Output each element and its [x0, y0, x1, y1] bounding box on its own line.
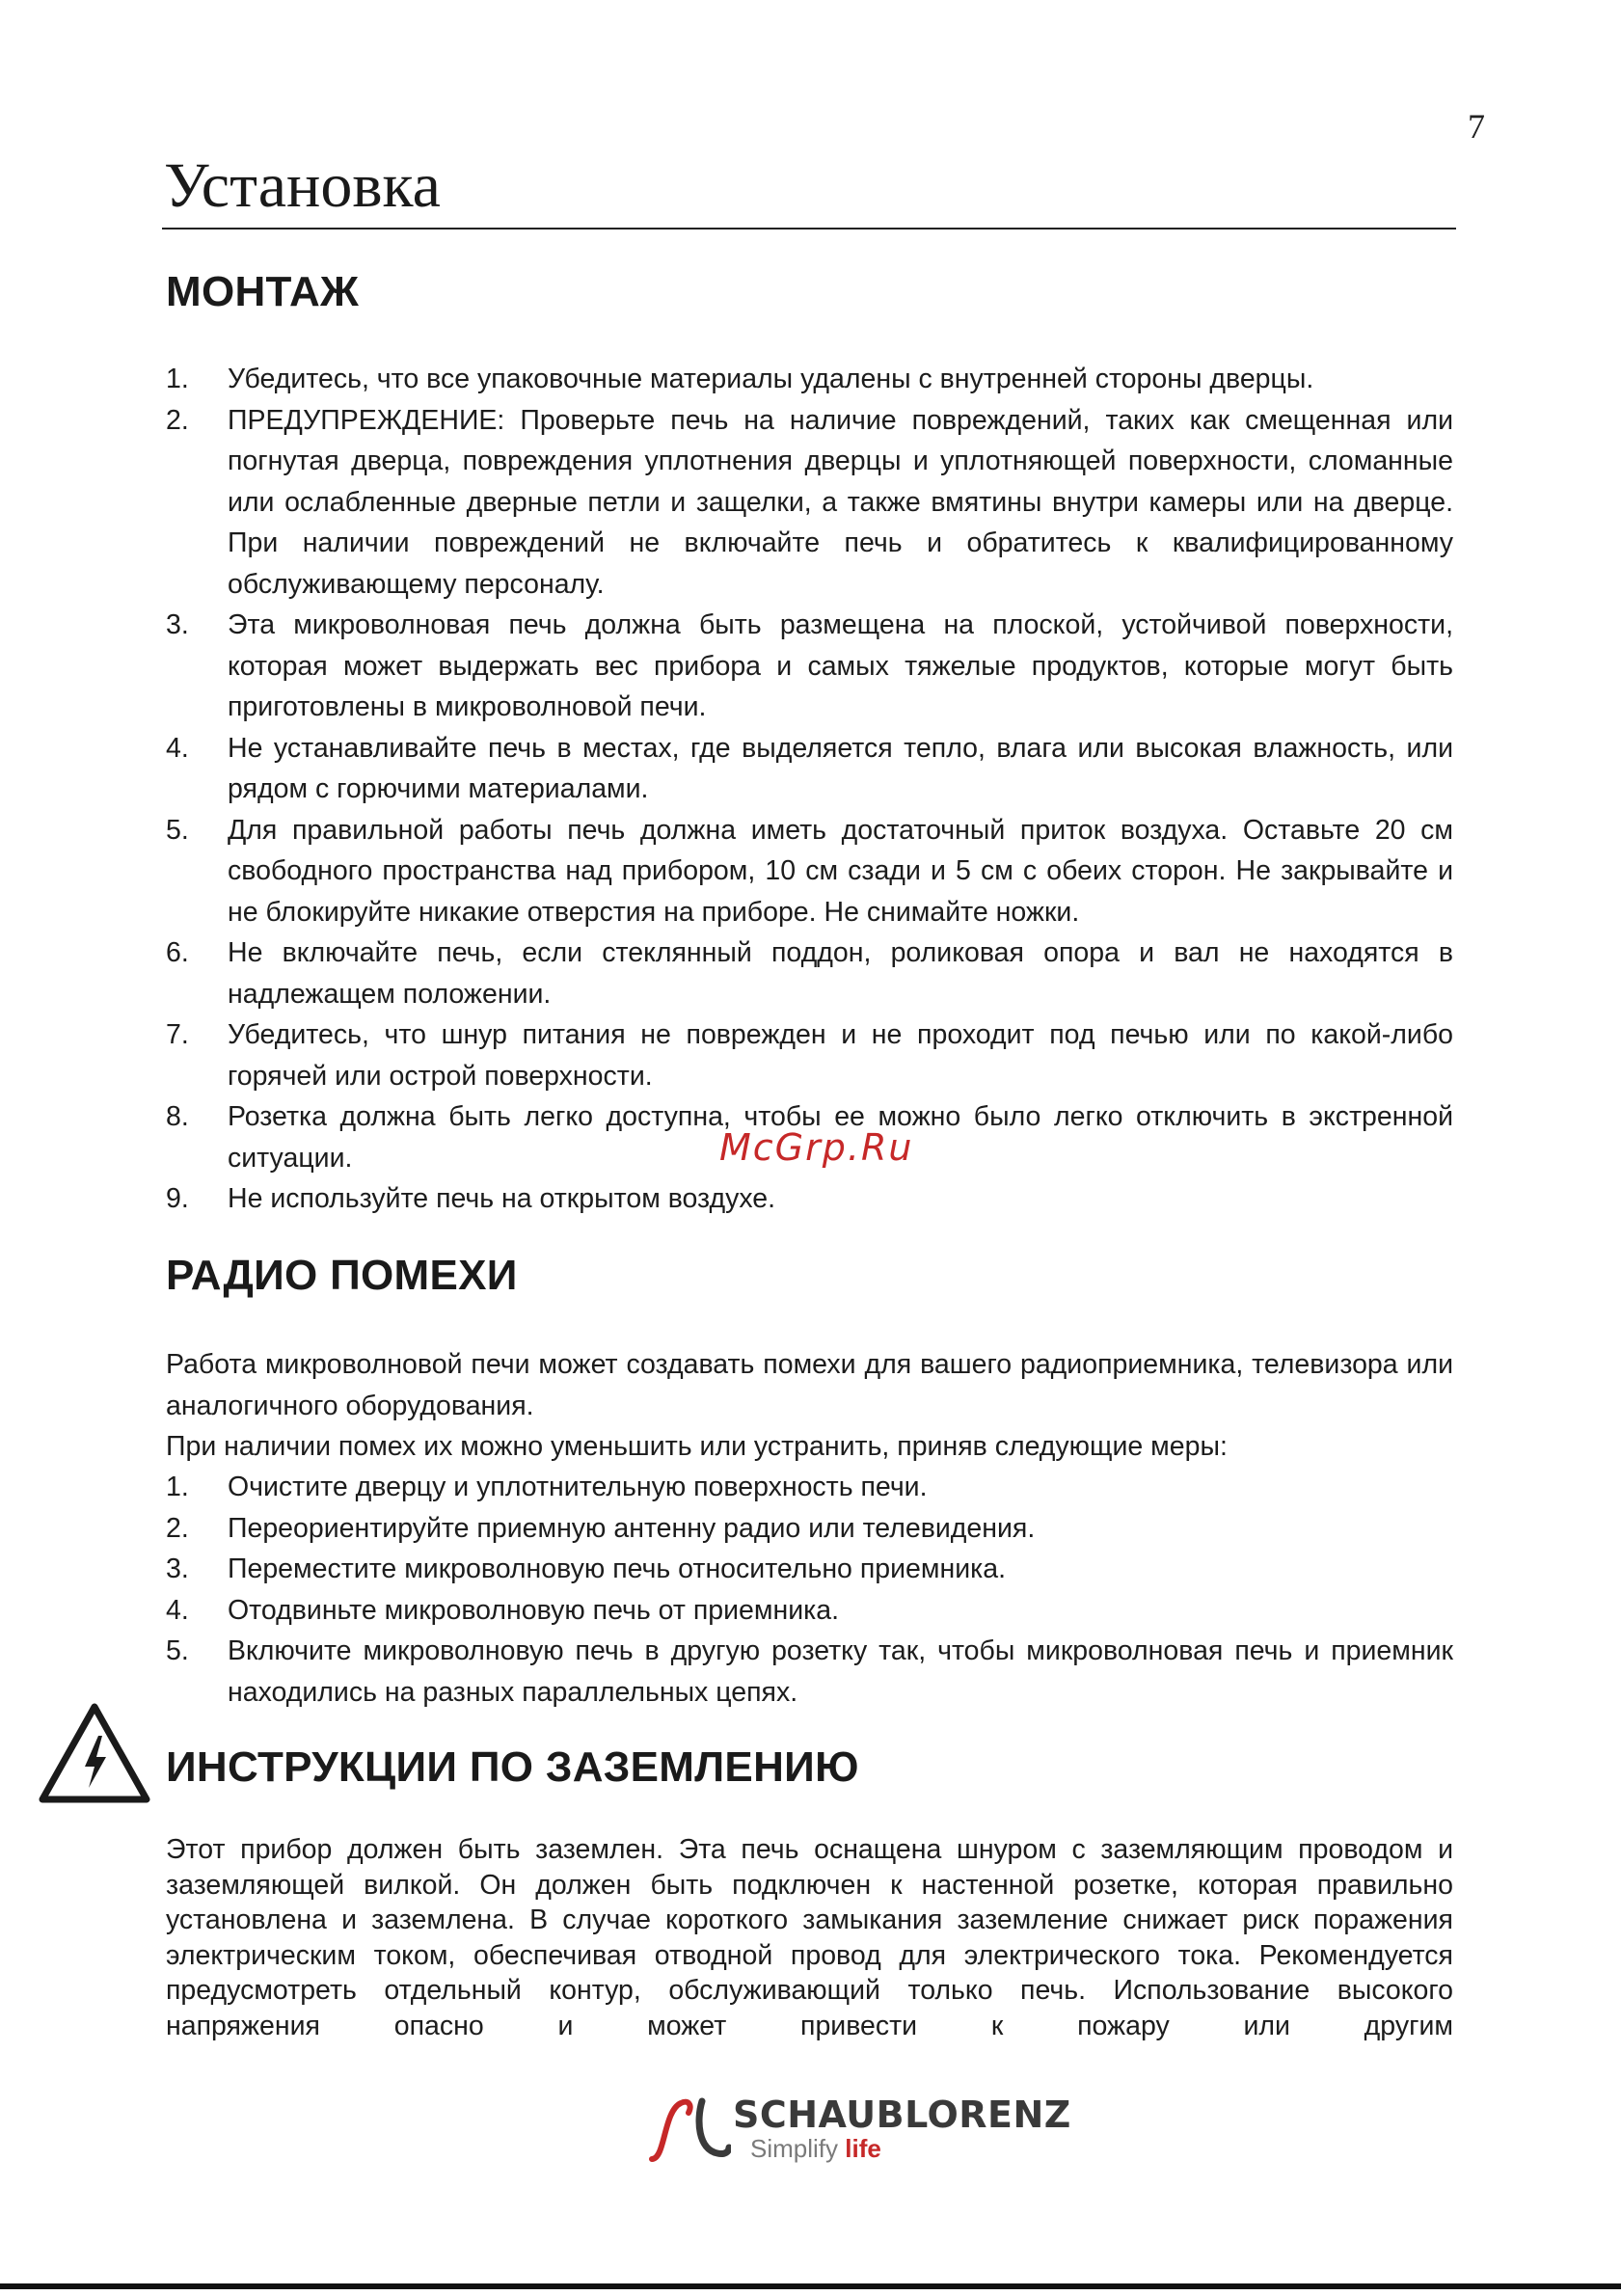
- list-item: 4. Отодвиньте микроволновую печь от приемника.: [166, 1594, 839, 1626]
- grounding-text: Этот прибор должен быть заземлен. Эта печь оснащена шнуром с заземляющим проводом и заземляющей вилкой. Он должен быть подключен к настенной розетке, которая правильно установлена и заземлена. В случае короткого замыкания заземление снижает риск поражения электрическим током, обеспечивая отводной провод для электрического тока. Рекомендуется предусмотреть отдельный контур, обслуживающий только печь. Использование высокого напряжения опасно и может привести к пожару или другим: [166, 1834, 1453, 2041]
- list-item: 1. Очистите дверцу и уплотнительную поверхность печи.: [166, 1472, 928, 1502]
- radio-heading: РАДИО ПОМЕХИ: [166, 1252, 518, 1299]
- montage-heading: МОНТАЖ: [166, 268, 360, 315]
- radio-list: [166, 1467, 1453, 1713]
- electric-hazard-icon: [37, 1699, 152, 1805]
- list-item: 5. Для правильной работы печь должна иметь достаточный приток воздуха. Оставьте 20 см свободного пространства над прибором, 10 см сзади и 5 см с обеих сторон. Не закрывайте и не блокируйте никакие отверстия на приборе. Не снимайте ножки.: [166, 814, 1453, 928]
- logo-swoosh-icon: [644, 2092, 731, 2169]
- logo-brand-text: SCHAUBLORENZ: [733, 2093, 1071, 2136]
- list-item: 8. Розетка должна быть легко доступна, чтобы ее можно было легко отключить в экстренной ситуации.: [166, 1101, 1453, 1174]
- montage-list: [166, 359, 1453, 1220]
- grounding-heading: ИНСТРУКЦИИ ПО ЗАЗЕМЛЕНИЮ: [166, 1743, 859, 1791]
- bottom-border: [0, 2283, 1621, 2289]
- list-item: 2. ПРЕДУПРЕЖДЕНИЕ: Проверьте печь на наличие повреждений, таких как смещенная или погнутая дверца, повреждения уплотнения дверцы и уплотняющей поверхности, сломанные или ослабленные дверные петли и защелки, а также вмятины внутри камеры или на дверце. При наличии повреждений не включайте печь и обратитесь к квалифицированному обслуживающему персоналу.: [166, 404, 1453, 600]
- page-number: 7: [1468, 107, 1485, 146]
- list-item: 2. Переориентируйте приемную антенну радио или телевидения.: [166, 1512, 1036, 1544]
- radio-lead: При наличии помех их можно уменьшить или устранить, приняв следующие меры:: [166, 1431, 1228, 1462]
- list-item: 1. Убедитесь, что все упаковочные материалы удалены с внутренней стороны дверцы.: [166, 364, 1314, 394]
- watermark: McGrp.Ru: [719, 1126, 914, 1169]
- list-item: 6. Не включайте печь, если стеклянный поддон, роликовая опора и вал не находятся в надлежащем положении.: [166, 937, 1453, 1010]
- logo-tagline: Simplify life: [750, 2134, 881, 2163]
- radio-intro: Работа микроволновой печи может создавать помехи для вашего радиоприемника, телевизора или аналогичного оборудования.: [166, 1349, 1453, 1421]
- list-item: 3. Эта микроволновая печь должна быть размещена на плоской, устойчивой поверхности, которая может выдержать вес прибора и самых тяжелые продуктов, которые могут быть приготовлены в микроволновой печи.: [166, 609, 1453, 722]
- brand-logo: [644, 2088, 1071, 2174]
- page-title: Установка: [164, 150, 441, 221]
- title-divider: [162, 228, 1456, 230]
- list-item: 4. Не устанавливайте печь в местах, где выделяется тепло, влага или высокая влажность, или рядом с горючими материалами.: [166, 732, 1453, 804]
- list-item: 7. Убедитесь, что шнур питания не поврежден и не проходит под печью или по какой-либо горячей или острой поверхности.: [166, 1019, 1453, 1092]
- list-item: 5. Включите микроволновую печь в другую розетку так, чтобы микроволновая печь и приемник находились на разных параллельных цепях.: [166, 1635, 1453, 1708]
- list-item: 3. Переместите микроволновую печь относительно приемника.: [166, 1553, 1006, 1584]
- list-item: 9. Не используйте печь на открытом воздухе.: [166, 1183, 776, 1214]
